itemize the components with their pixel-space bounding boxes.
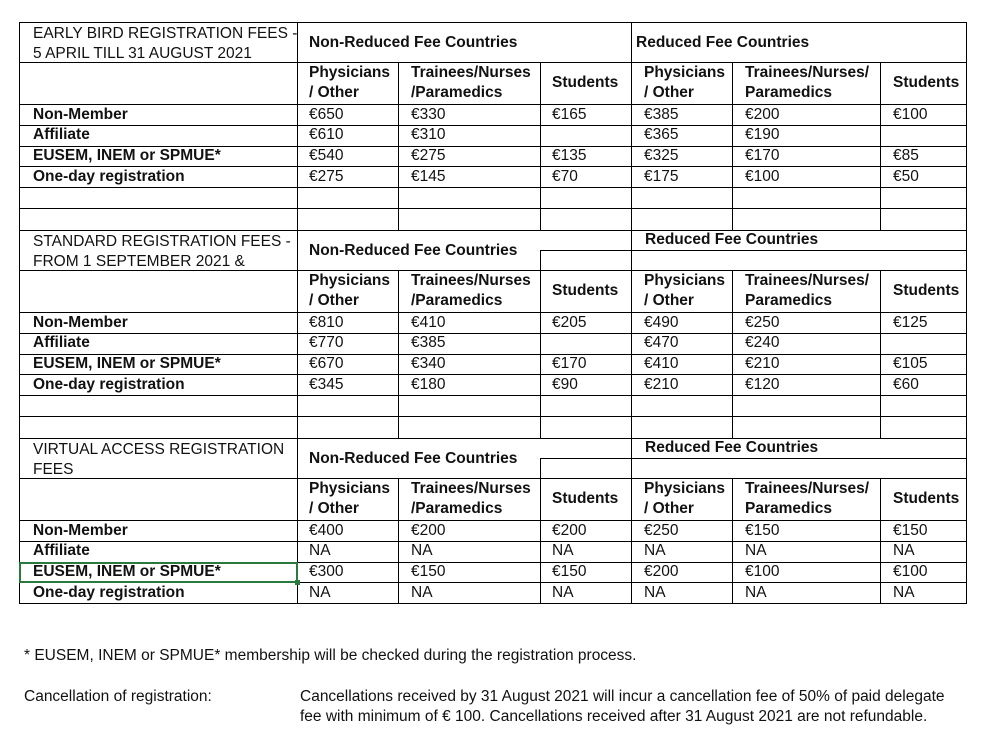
fee-cell: €170: [745, 147, 780, 165]
fee-cell: €650: [309, 105, 344, 123]
fee-cell: €770: [309, 334, 344, 352]
fee-cell: €150: [552, 563, 587, 581]
group-header-non-reduced: Non-Reduced Fee Countries: [309, 450, 518, 467]
cancellation-text: fee with minimum of € 100. Cancellations received after 31 August 2021 are not refundable.: [300, 708, 928, 725]
fee-cell: €200: [411, 521, 446, 539]
group-header-reduced: Reduced Fee Countries: [636, 34, 810, 51]
grid-line: [732, 478, 733, 604]
section-title: VIRTUAL ACCESS REGISTRATION: [33, 441, 285, 458]
grid-line: [631, 438, 632, 604]
cancellation-text: Cancellations received by 31 August 2021 will incur a cancellation fee of 50% of paid delegate: [300, 688, 945, 705]
grid-line: [966, 22, 967, 230]
section-title: FEES: [33, 461, 74, 478]
section-title: EARLY BIRD REGISTRATION FEES -: [33, 25, 298, 42]
col-header-trainees-reduced: Paramedics: [745, 292, 833, 309]
col-header-trainees: /Paramedics: [411, 500, 503, 517]
grid-line: [19, 22, 966, 23]
grid-line: [19, 416, 966, 417]
fee-cell: NA: [893, 542, 915, 560]
section-title: STANDARD REGISTRATION FEES -: [33, 233, 291, 250]
fee-cell: €470: [644, 334, 679, 352]
fee-cell: €145: [411, 167, 446, 185]
fee-cell: €170: [552, 355, 587, 373]
fee-cell: €190: [745, 126, 780, 144]
row-label: Affiliate: [33, 542, 90, 560]
grid-line: [540, 458, 966, 459]
grid-line: [297, 22, 298, 230]
fee-cell: €410: [644, 355, 679, 373]
fee-cell: €210: [745, 355, 780, 373]
col-header-physicians-reduced: Physicians: [644, 64, 725, 81]
row-label: One-day registration: [33, 583, 185, 601]
fee-cell: €275: [309, 167, 344, 185]
footnote: * EUSEM, INEM or SPMUE* membership will be checked during the registration process.: [24, 647, 637, 664]
fee-cell: €180: [411, 375, 446, 393]
fee-cell: €100: [893, 563, 928, 581]
fee-cell: €90: [552, 375, 578, 393]
grid-line: [880, 478, 881, 604]
col-header-trainees-reduced: Trainees/Nurses/: [745, 64, 870, 81]
col-header-physicians: Physicians: [309, 480, 390, 497]
fee-cell: €125: [893, 313, 928, 331]
col-header-trainees-reduced: Paramedics: [745, 500, 833, 517]
fee-cell: €175: [644, 167, 679, 185]
fee-cell: NA: [309, 542, 331, 560]
group-header-reduced: Reduced Fee Countries: [645, 231, 819, 248]
fee-cell: €610: [309, 126, 344, 144]
col-header-students-reduced: Students: [893, 282, 960, 299]
col-header-students: Students: [552, 282, 619, 299]
fee-cell: €60: [893, 375, 919, 393]
grid-line: [19, 312, 966, 313]
fee-cell: NA: [745, 583, 767, 601]
fee-cell: NA: [644, 542, 666, 560]
col-header-physicians: Physicians: [309, 64, 390, 81]
grid-line: [19, 125, 966, 126]
fee-cell: €490: [644, 313, 679, 331]
grid-line: [966, 230, 967, 438]
col-header-physicians: / Other: [309, 500, 359, 517]
fee-cell: €135: [552, 147, 587, 165]
col-header-physicians-reduced: Physicians: [644, 272, 725, 289]
grid-line: [732, 270, 733, 438]
grid-line: [398, 270, 399, 438]
row-label: Affiliate: [33, 334, 90, 352]
fee-cell: €70: [552, 167, 578, 185]
row-label: Non-Member: [33, 105, 128, 123]
grid-line: [19, 230, 966, 231]
row-label: EUSEM, INEM or SPMUE*: [33, 147, 221, 165]
section-title: FROM 1 SEPTEMBER 2021 &: [33, 253, 245, 270]
grid-line: [398, 478, 399, 604]
grid-line: [880, 270, 881, 438]
grid-line: [19, 230, 20, 438]
fee-cell: NA: [309, 583, 331, 601]
col-header-trainees: /Paramedics: [411, 84, 503, 101]
col-header-physicians: / Other: [309, 84, 359, 101]
col-header-students-reduced: Students: [893, 74, 960, 91]
fee-cell: €540: [309, 147, 344, 165]
fee-cell: €100: [745, 167, 780, 185]
fee-cell: €250: [745, 313, 780, 331]
col-header-physicians-reduced: / Other: [644, 84, 694, 101]
row-label: EUSEM, INEM or SPMUE*: [33, 563, 221, 581]
section-title: 5 APRIL TILL 31 AUGUST 2021: [33, 45, 252, 62]
grid-line: [19, 603, 966, 604]
cancellation-label: Cancellation of registration:: [24, 688, 212, 705]
group-header-non-reduced: Non-Reduced Fee Countries: [309, 34, 518, 51]
fee-cell: €105: [893, 355, 928, 373]
col-header-trainees: Trainees/Nurses: [411, 64, 531, 81]
grid-line: [966, 438, 967, 604]
fee-cell: NA: [644, 583, 666, 601]
group-header-reduced: Reduced Fee Countries: [645, 439, 819, 456]
fee-cell: €385: [644, 105, 679, 123]
fee-cell: €400: [309, 521, 344, 539]
grid-line: [19, 22, 20, 230]
fee-cell: €150: [745, 521, 780, 539]
grid-line: [297, 230, 298, 438]
col-header-trainees: Trainees/Nurses: [411, 272, 531, 289]
selected-cell[interactable]: [19, 562, 298, 584]
fee-cell: €85: [893, 147, 919, 165]
fee-cell: €250: [644, 521, 679, 539]
fee-cell: €150: [411, 563, 446, 581]
grid-line: [631, 22, 632, 230]
grid-line: [540, 62, 541, 230]
grid-line: [398, 62, 399, 230]
fee-cell: €50: [893, 167, 919, 185]
col-header-physicians: / Other: [309, 292, 359, 309]
row-label: Non-Member: [33, 313, 128, 331]
fee-cell: €275: [411, 147, 446, 165]
col-header-trainees: Trainees/Nurses: [411, 480, 531, 497]
fee-cell: NA: [411, 542, 433, 560]
fee-cell: €100: [893, 105, 928, 123]
fee-cell: €385: [411, 334, 446, 352]
row-label: EUSEM, INEM or SPMUE*: [33, 355, 221, 373]
fee-cell: NA: [893, 583, 915, 601]
row-label: One-day registration: [33, 167, 185, 185]
col-header-physicians-reduced: / Other: [644, 500, 694, 517]
fee-cell: €200: [745, 105, 780, 123]
fee-cell: €100: [745, 563, 780, 581]
fee-cell: €810: [309, 313, 344, 331]
fee-cell: €200: [552, 521, 587, 539]
col-header-trainees-reduced: Trainees/Nurses/: [745, 272, 870, 289]
fee-cell: €330: [411, 105, 446, 123]
fee-cell: €240: [745, 334, 780, 352]
fee-cell: €200: [644, 563, 679, 581]
col-header-students-reduced: Students: [893, 490, 960, 507]
grid-line: [631, 230, 632, 438]
fee-cell: €345: [309, 375, 344, 393]
fee-cell: €205: [552, 313, 587, 331]
col-header-physicians-reduced: / Other: [644, 292, 694, 309]
fee-cell: NA: [552, 583, 574, 601]
row-label: One-day registration: [33, 375, 185, 393]
grid-line: [19, 208, 966, 209]
col-header-physicians-reduced: Physicians: [644, 480, 725, 497]
col-header-trainees-reduced: Trainees/Nurses/: [745, 480, 870, 497]
fee-cell: NA: [411, 583, 433, 601]
row-label: Affiliate: [33, 126, 90, 144]
fee-cell: €365: [644, 126, 679, 144]
grid-line: [540, 250, 541, 438]
fee-cell: €165: [552, 105, 587, 123]
fee-cell: €310: [411, 126, 446, 144]
fee-cell: €150: [893, 521, 928, 539]
fee-cell: €300: [309, 563, 344, 581]
fee-cell: €210: [644, 375, 679, 393]
grid-line: [880, 62, 881, 230]
fee-cell: €340: [411, 355, 446, 373]
col-header-physicians: Physicians: [309, 272, 390, 289]
fee-cell: €120: [745, 375, 780, 393]
grid-line: [19, 104, 966, 105]
row-label: Non-Member: [33, 521, 128, 539]
grid-line: [732, 62, 733, 230]
grid-line: [19, 520, 966, 521]
fee-cell: NA: [745, 542, 767, 560]
fee-cell: €670: [309, 355, 344, 373]
col-header-trainees: /Paramedics: [411, 292, 503, 309]
grid-line: [19, 395, 966, 396]
grid-line: [540, 458, 541, 604]
fee-cell: €410: [411, 313, 446, 331]
group-header-non-reduced: Non-Reduced Fee Countries: [309, 242, 518, 259]
grid-line: [19, 438, 966, 439]
col-header-students: Students: [552, 74, 619, 91]
grid-line: [540, 250, 966, 251]
fee-cell: €325: [644, 147, 679, 165]
col-header-trainees-reduced: Paramedics: [745, 84, 833, 101]
grid-line: [19, 333, 966, 334]
col-header-students: Students: [552, 490, 619, 507]
fee-cell: NA: [552, 542, 574, 560]
grid-line: [19, 541, 966, 542]
grid-line: [19, 187, 966, 188]
